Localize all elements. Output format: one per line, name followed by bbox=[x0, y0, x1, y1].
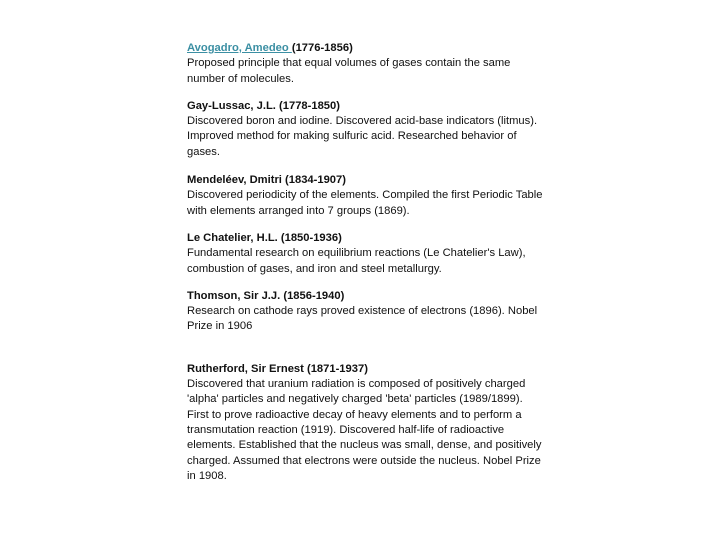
entry-description: Proposed principle that equal volumes of gases contain the same number of molecules. bbox=[187, 57, 511, 85]
scientist-list bbox=[187, 41, 547, 484]
entry-description: Discovered boron and iodine. Discovered acid-base indicators (litmus). Improved method for making sulfuric acid. Researched behavior of gases. bbox=[187, 115, 538, 158]
entry-heading: Le Chatelier, H.L. (1850-1936) bbox=[187, 231, 342, 244]
entry-avogadro bbox=[187, 41, 547, 87]
entry-description: Research on cathode rays proved existence of electrons (1896). Nobel Prize in 1906 bbox=[187, 305, 538, 333]
entry-thomson bbox=[187, 289, 547, 335]
entry-heading: Gay-Lussac, J.L. (1778-1850) bbox=[187, 99, 340, 112]
entry-heading: Rutherford, Sir Ernest (1871-1937) bbox=[187, 362, 368, 375]
entry-rutherford bbox=[187, 362, 547, 484]
entry-mendeleev bbox=[187, 173, 547, 219]
entry-heading: Thomson, Sir J.J. (1856-1940) bbox=[187, 289, 345, 302]
avogadro-link[interactable]: Avogadro, Amedeo bbox=[187, 42, 292, 54]
entry-description: Discovered that uranium radiation is composed of positively charged 'alpha' particles and negatively charged 'beta' particles (1989/1899). First to prove radioactive decay of heavy elements and to perform a transmutation reaction (1919). Discovered half-life of radioactive elements. Established that the nucleus was small, dense, and positively charged. Assumed that electrons were outside the nucleus. Nobel Prize in 1908. bbox=[187, 378, 542, 482]
entry-heading bbox=[187, 41, 547, 56]
entry-gay-lussac bbox=[187, 99, 547, 160]
entry-heading: Mendeléev, Dmitri (1834-1907) bbox=[187, 174, 346, 187]
entry-description: Fundamental research on equilibrium reactions (Le Chatelier's Law), combustion of gases, and iron and steel metallurgy. bbox=[187, 247, 526, 275]
entry-dates: (1776-1856) bbox=[291, 42, 353, 54]
entry-description: Discovered periodicity of the elements. Compiled the first Periodic Table with elements arranged into 7 groups (1869). bbox=[187, 189, 543, 217]
entry-le-chatelier bbox=[187, 231, 547, 277]
